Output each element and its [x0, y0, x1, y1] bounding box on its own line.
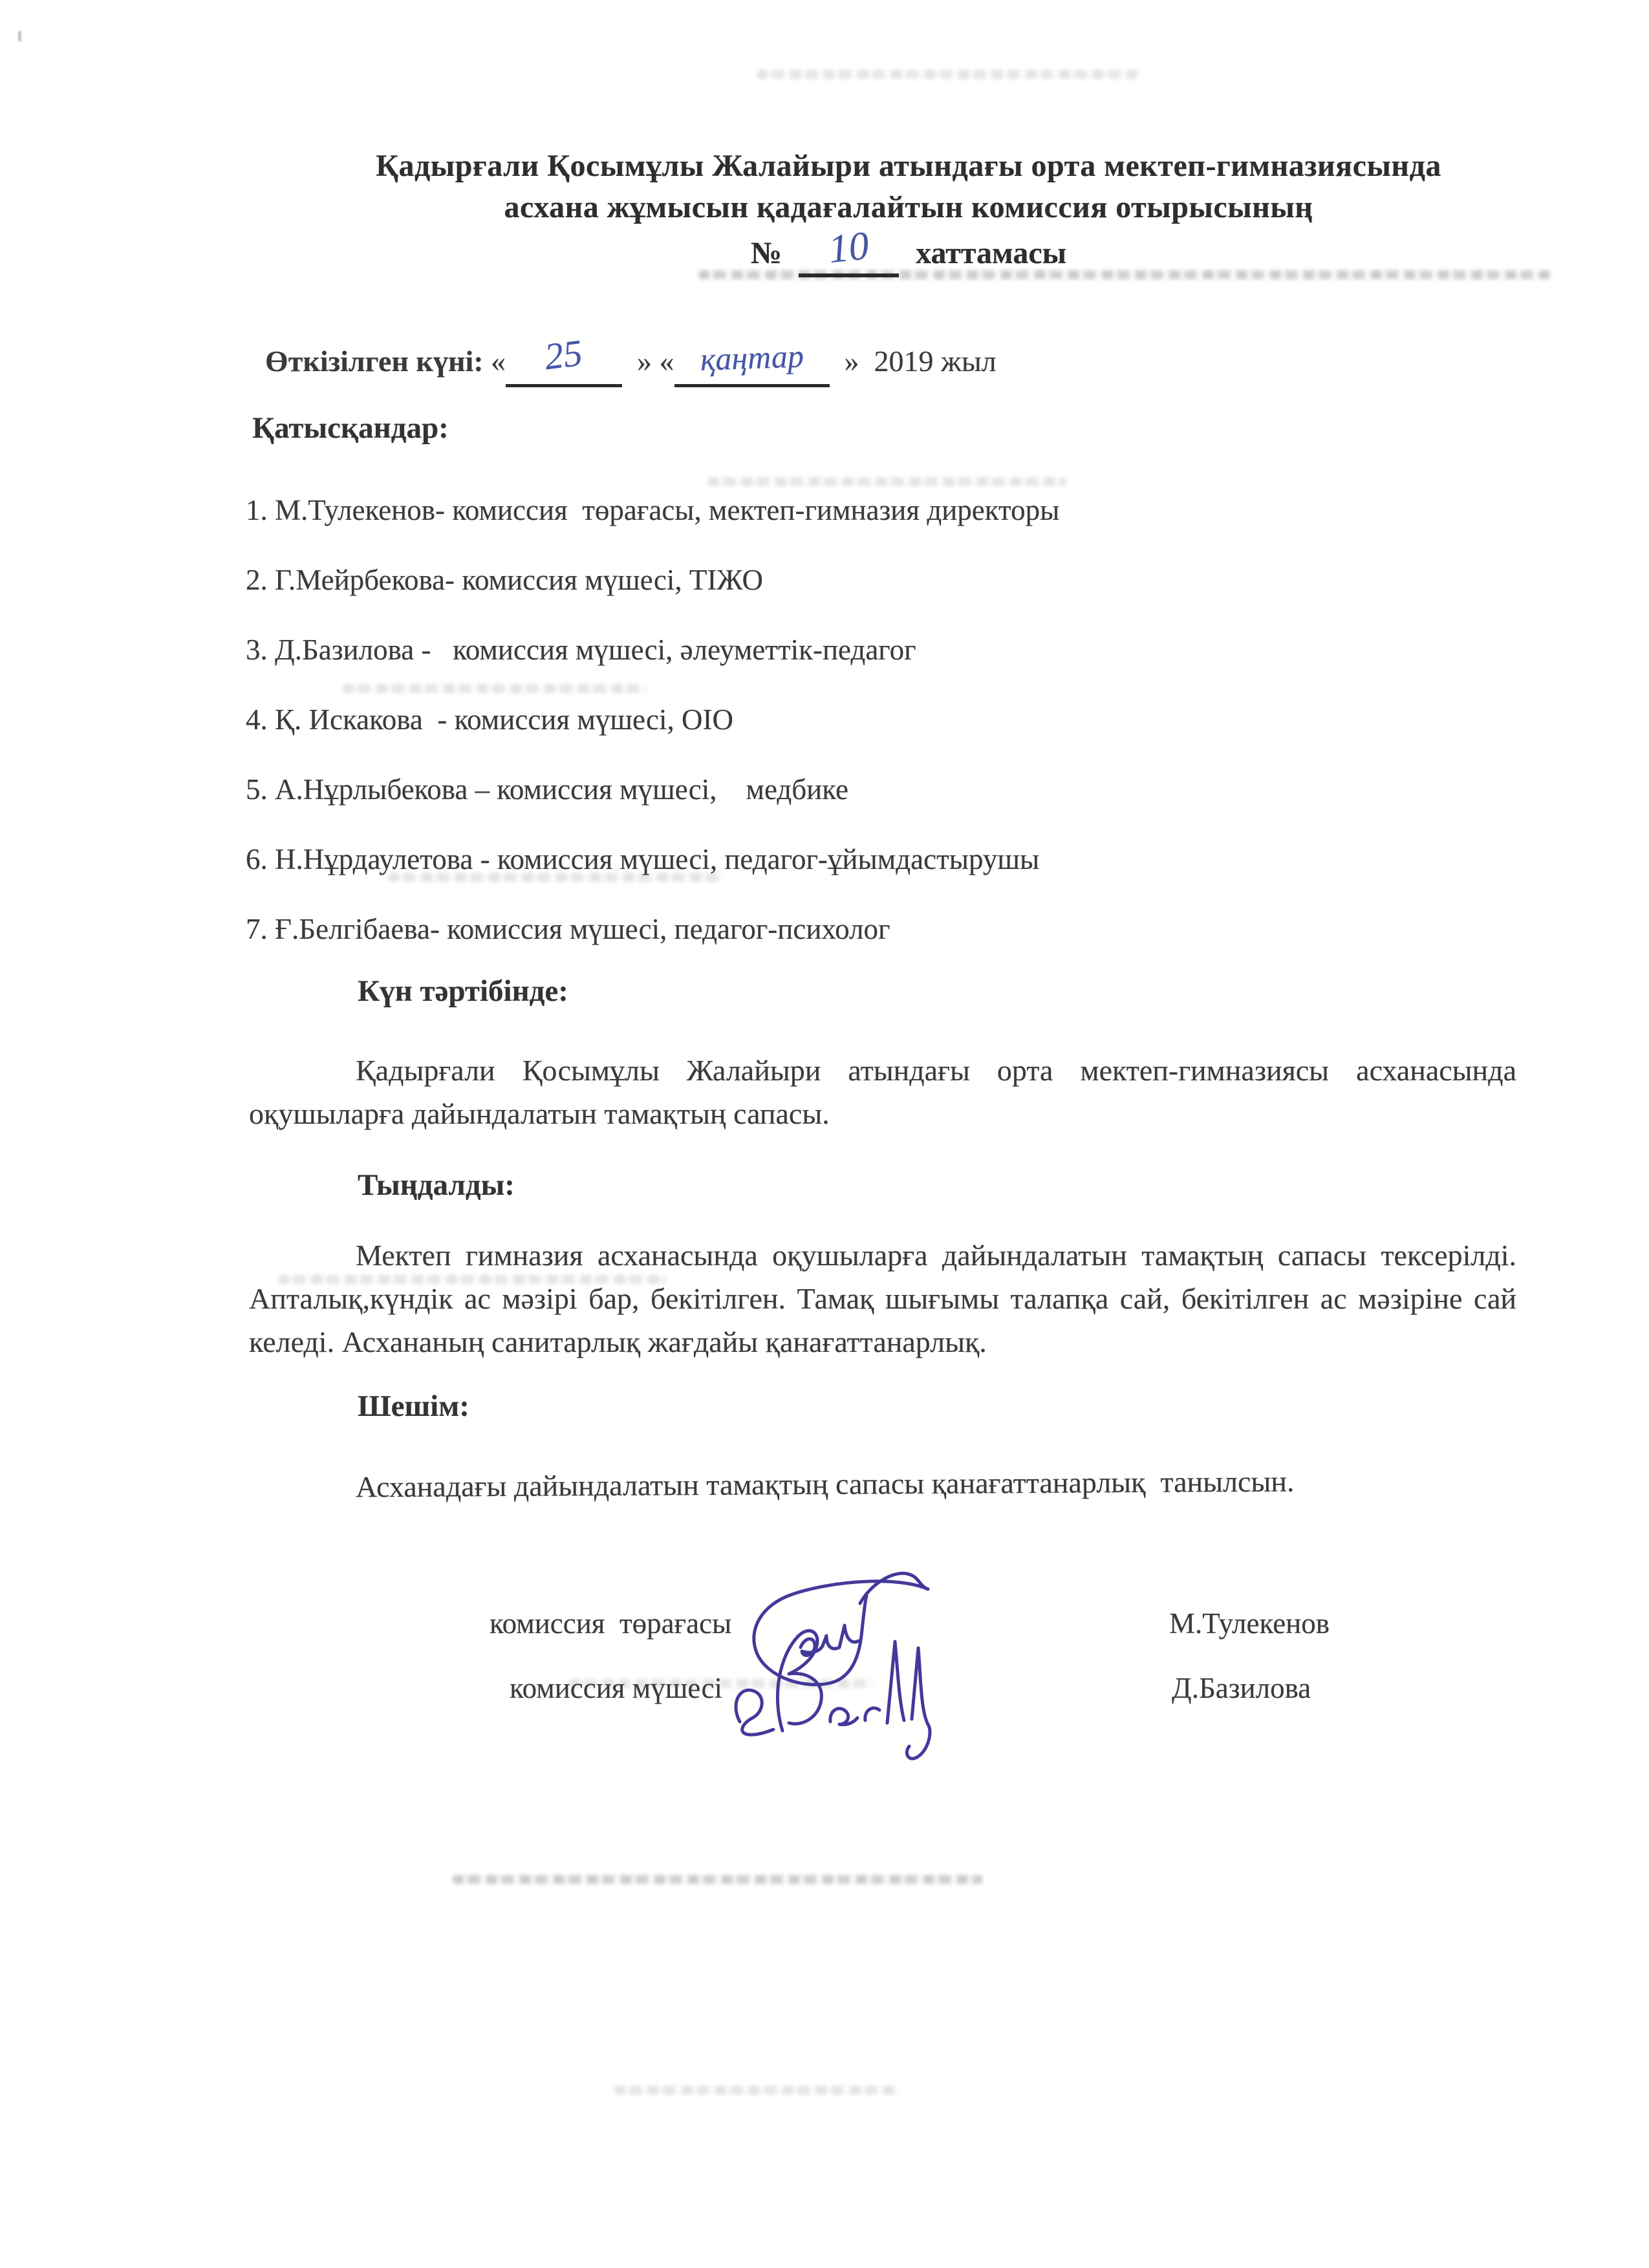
quote-close: » [637, 345, 652, 378]
year-text: 2019 жыл [874, 345, 997, 378]
decision-text: Асханадағы дайындалатын тамақтың сапасы қанағаттанарлық танылсын. [355, 1464, 1295, 1504]
handwritten-month: қаңтар [699, 337, 804, 378]
participant-row: 1. М.Тулекенов- комиссия төрағасы, мектеп-гимназия директоры [246, 494, 1060, 526]
day-blank [506, 331, 622, 387]
title-line-1: Қадырғали Қосымұлы Жалайыри атындағы орта мектеп-гимназиясында [376, 149, 1441, 183]
protocol-number-blank [799, 223, 899, 277]
month-blank [674, 337, 830, 387]
handwritten-protocol-number: 10 [826, 223, 871, 272]
heard-paragraph: Мектеп гимназия асханасында оқушыларға дайындалатын тамақтың сапасы тексерілді. Апталық,күндік ас мәзірі бар, бекітілген. Тамақ шығымы талапқа сай, бекітілген ас мәзіріне сай келеді. Асхананың санитарлық жағдайы қанағаттанарлық. [249, 1239, 1516, 1358]
participant-row: 7. Ғ.Белгібаева- комиссия мүшесі, педагог-психолог [246, 913, 890, 945]
signature-name: Д.Базилова [1172, 1672, 1311, 1704]
scan-artifact [18, 31, 21, 41]
signature-name: М.Тулекенов [1169, 1607, 1330, 1640]
scan-artifact [757, 70, 1138, 79]
decision-heading: Шешім: [358, 1389, 469, 1423]
participants-heading: Қатысқандар: [252, 411, 449, 445]
participant-row: 4. Қ. Искакова - комиссия мүшесі, ОІО [246, 703, 734, 736]
title-line-2: асхана жұмысын қадағалайтын комиссия отырысының [504, 190, 1313, 224]
participants-list [246, 475, 1539, 964]
protocol-number-line [297, 223, 1520, 277]
document-title [297, 145, 1520, 228]
scan-artifact [614, 2086, 899, 2095]
date-label: Өткізілген күні: [265, 345, 484, 378]
participant-row: 5. А.Нұрлыбекова – комиссия мүшесі, медбике [246, 773, 848, 806]
participant-row: 6. Н.Нұрдаулетова - комиссия мүшесі, педагог-ұйымдастырушы [246, 843, 1040, 875]
participant-row: 3. Д.Базилова - комиссия мүшесі, әлеуметтік-педагог [246, 634, 916, 666]
quote-close: » [844, 345, 859, 378]
agenda-paragraph: Қадырғали Қосымұлы Жалайыри атындағы орта мектеп-гимназиясы асханасында оқушыларға дайындалатын тамақтың сапасы. [249, 1054, 1516, 1130]
quote-open: « [491, 345, 506, 378]
date-line [265, 331, 1494, 387]
handwritten-day: 25 [542, 331, 585, 378]
signature-role: комиссия төрағасы [490, 1607, 732, 1640]
protocol-word: хаттамасы [916, 236, 1067, 270]
numero-sign: № [750, 236, 782, 270]
heard-heading: Тыңдалды: [358, 1168, 515, 1202]
signature-role: комиссия мүшесі [510, 1672, 722, 1704]
quote-open: « [659, 345, 674, 378]
participant-row: 2. Г.Мейрбекова- комиссия мүшесі, ТІЖО [246, 564, 764, 596]
scan-artifact [453, 1875, 983, 1884]
agenda-heading: Күн тәртібінде: [358, 974, 568, 1008]
member-signature [723, 1620, 943, 1771]
